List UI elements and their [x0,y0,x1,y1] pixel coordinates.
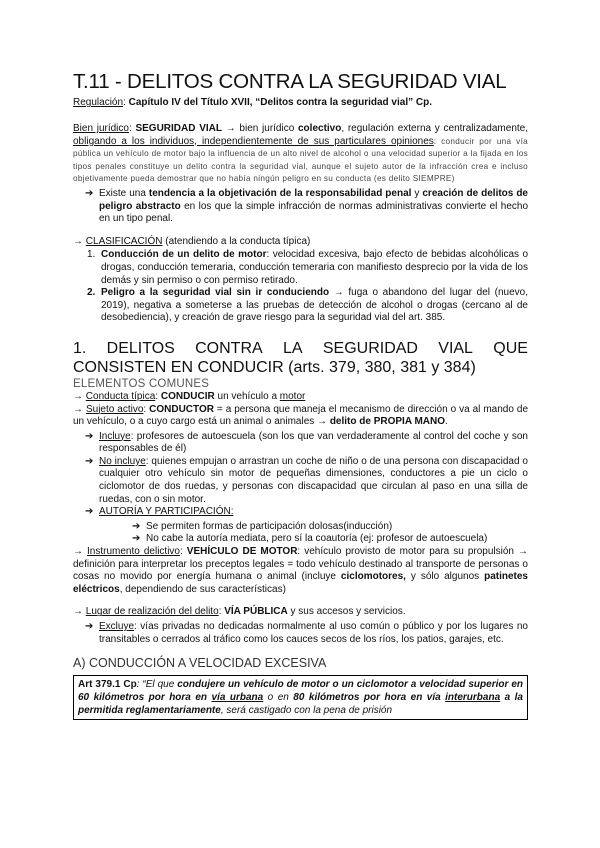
sujeto-bold-2: delito de PROPIA MANO [329,416,446,428]
item-number: 2. [87,287,96,299]
conducta-label: Conducta típica [85,390,156,402]
section-1-heading-line-2: CONSISTEN EN CONDUCIR (arts. 379, 380, 381 y 384) [73,358,476,376]
tendencia-bold-2: creación de delitos de peligro abstracto [99,187,528,212]
bien-juridico-paragraph: Bien jurídico: SEGURIDAD VIAL → bien jurídico colectivo, regulación externa y centralizadamente, obligando a los individuos, independientemente de sus particulares opiniones: conducir por una vía pública un vehículo de motor bajo la influencia de un alto nivel de alcohol o una velocidad superior a la fijada en los tipos penales constituye un delito contra la seguridad vial, aunque el sujeto autor de la infracción crea e incluso objetivamente pueda demostrar que no había ningún peligro en su conducta (es delito SIEMPRE) [73,123,528,184]
section-1-heading [73,339,528,377]
item-label: No incluye [99,455,146,467]
article-bold-1: condujere un vehículo de motor o un ciclomotor a velocidad superior en 60 kilómetros por hora en [78,679,523,704]
sujeto-activo-paragraph [73,404,528,429]
tendencia-post: en los que la simple infracción de normas administrativas convierte el hecho en un tipo penal. [99,200,529,225]
article-underlined-2: interurbana [445,692,501,704]
item-text: No cabe la autoría mediata, pero sí la coautoría (ej: profesor de autoescuela) [146,533,488,545]
arrow-bullet-icon: ➔ [85,506,94,518]
bien-juridico-arrow-text: → bien jurídico [225,123,295,134]
item-text: : velocidad excesiva, bajo efecto de bebidas alcohólicas o drogas, conducción temeraria, conducción temeraria con manifiesto desprecio por la vida de los demás y sin permiso o con permiso retirado. [101,249,529,286]
list-item [73,249,528,287]
conducta-underlined: motor [279,390,306,402]
instrumento-label: Instrumento delictivo [87,546,180,558]
list-item [79,431,528,456]
bien-juridico-rest: , regulación externa y centralizadamente, [341,123,528,134]
item-number: 1. [87,249,96,261]
clasificacion-heading [73,236,528,249]
sujeto-text: = a persona que maneja el mecanismo de dirección o va al mando de un vehículo, o a cuyo cargo está un animal o animales → [73,403,529,428]
list-item [126,533,528,546]
elementos-comunes-heading: ELEMENTOS COMUNES [73,377,210,390]
instrumento-bold-2: ciclomotores, [340,571,406,583]
heading-word: CONTRA [195,339,263,357]
regulation-text: Capítulo IV del Título XVII, “Delitos contra la seguridad vial” Cp. [128,97,432,108]
item-label: AUTORÍA Y PARTICIPACIÓN: [99,506,234,518]
bien-juridico-label: Bien jurídico [73,123,129,134]
tendencia-list [79,188,528,226]
article-bold-3: a la permitida reglamentariamente [78,692,523,717]
clasificacion-rest: (atendiendo a la conducta típica) [162,235,311,247]
instrumento-sep: : [179,546,187,558]
list-item [79,506,528,519]
arrow-bullet-icon: ➔ [132,533,141,545]
clasificacion-arrow: → [73,235,86,247]
list-item [73,287,528,325]
tendencia-pre: Existe una [99,187,149,199]
arrow-bullet-icon: ➔ [85,187,94,199]
conducta-mid: un vehículo a [214,390,280,402]
regulation-label: Regulación [73,97,124,108]
bien-juridico-small-text: : conducir por una vía pública un vehículo de motor bajo la influencia de un alto nivel de alcohol o una velocidad superior a la fijada en los tipos penales constituye un delito contra la seguridad vial, aunque el sujeto autor de la infracción crea e incluso objetivamente pueda demostrar que no había ningún peligro en su conducta (es delito SIEMPRE) [73,136,528,184]
sujeto-end: . [445,416,448,428]
lugar-rest: y sus accesos y servicios. [287,606,406,618]
list-item [79,188,528,226]
arrow-bullet-icon: ➔ [85,621,94,632]
item-text: : profesores de autoescuela (son los que van verdaderamente al control del coche y son responsables de él) [99,430,528,455]
item-text: : vías privadas no dedicadas normalmente al uso común o público y por los lugares no transitables o cerrados al tráfico como los cauces secos de los ríos, los patios, garajes, etc. [99,621,528,645]
lugar-sep: : [218,606,225,618]
regulation-line: Regulación: Capítulo IV del Título XVII, “Delitos contra la seguridad vial” Cp. [73,97,432,108]
autoria-list [126,521,528,546]
sujeto-label: Sujeto activo [85,403,144,415]
instrumento-text: : vehículo provisto de motor para su propulsión → definición para interpretar los preceptos legales = todo vehículo destinado al transporte de personas o cosas no movido por energía humana o animal (incluye [73,546,529,583]
tendencia-bold-1: tendencia a la objetivación de la responsabilidad penal [148,187,412,199]
bien-juridico-underlined: obligando a los individuos, independientemente de sus particulares opiniones [73,135,434,147]
lugar-label: Lugar de realización del delito [85,606,219,618]
article-underlined-1: vía urbana [211,692,264,704]
sujeto-sep: : [143,403,150,415]
list-item [79,621,528,646]
item-text: → fuga o abandono del lugar del (nuevo, 2019), negativa a someterse a las pruebas de detección de alcohol o drogas (cercano al de desobediencia), y creación de grave riesgo para la seguridad vial del art. 385. [101,287,528,324]
conducta-arrow: → [73,390,86,402]
heading-word: LA [282,339,303,357]
bien-juridico-colectivo: colectivo [298,123,342,134]
instrumento-bold: VEHÍCULO DE MOTOR [186,546,298,558]
instrumento-arrow: → [73,546,88,558]
lugar-line [73,606,528,619]
sujeto-bold: CONDUCTOR [149,403,214,415]
article-bold-2: 80 kilómetros por hora en vía [293,692,446,704]
heading-word: SEGURIDAD [322,339,418,357]
heading-word: DELITOS [106,339,175,357]
clasificacion-list [73,249,528,325]
lugar-arrow: → [73,606,86,618]
instrumento-paragraph [73,546,528,596]
item-text: : quienes empujan o arrastran un coche de niño o de una persona con discapacidad o cualquier otro vehículo sin motor de pequeñas dimensiones, conductores a pie un ciclo o ciclomotor de dos ruedas, y personas con discapacidad que circulan al paso en una silla de ruedas, con o sin motor. [99,455,528,505]
arrow-bullet-icon: ➔ [85,455,94,467]
article-text-2: o en [263,692,294,704]
article-box [73,675,528,720]
arrow-bullet-icon: ➔ [85,430,94,442]
heading-word: QUE [493,339,528,357]
sujeto-arrow: → [73,403,86,415]
article-ref: Art 379.1 Cp [78,679,137,691]
sujeto-list [79,431,528,519]
bien-juridico-value: SEGURIDAD VIAL [135,123,222,134]
clasificacion-label: CLASIFICACIÓN [85,235,163,247]
lugar-bold: VÍA PÚBLICA [224,606,288,618]
heading-word: VIAL [438,339,473,357]
item-text: Se permiten formas de participación dolosas(inducción) [146,520,393,532]
instrumento-mid: y sólo algunos [405,571,485,583]
article-text-1: : “El que [136,679,178,691]
section-1-heading-line-1 [73,339,528,358]
tendencia-mid: y [411,187,423,199]
instrumento-end: , dependiendo de sus características) [119,583,286,595]
page-title: T.11 - DELITOS CONTRA LA SEGURIDAD VIAL [73,70,507,93]
conducta-sep: : [155,390,161,402]
heading-word: 1. [73,339,87,357]
conducta-bold: CONDUCIR [160,390,215,402]
article-text-3: , será castigado con la pena de prisión [220,705,393,717]
item-label: Incluye [99,430,131,442]
list-item [126,521,528,534]
conducta-tipica-line [73,391,528,404]
instrumento-bold-3: patinetes eléctricos [73,571,528,595]
list-item [79,456,528,506]
item-bold: Conducción de un delito de motor [101,249,267,261]
section-a-heading: A) CONDUCCIÓN A VELOCIDAD EXCESIVA [73,656,327,671]
item-label: Excluye [99,621,135,632]
excluye-list [79,621,528,646]
item-bold: Peligro a la seguridad vial sin ir conduciendo [101,287,330,299]
arrow-bullet-icon: ➔ [132,520,141,532]
document-page [73,70,528,720]
